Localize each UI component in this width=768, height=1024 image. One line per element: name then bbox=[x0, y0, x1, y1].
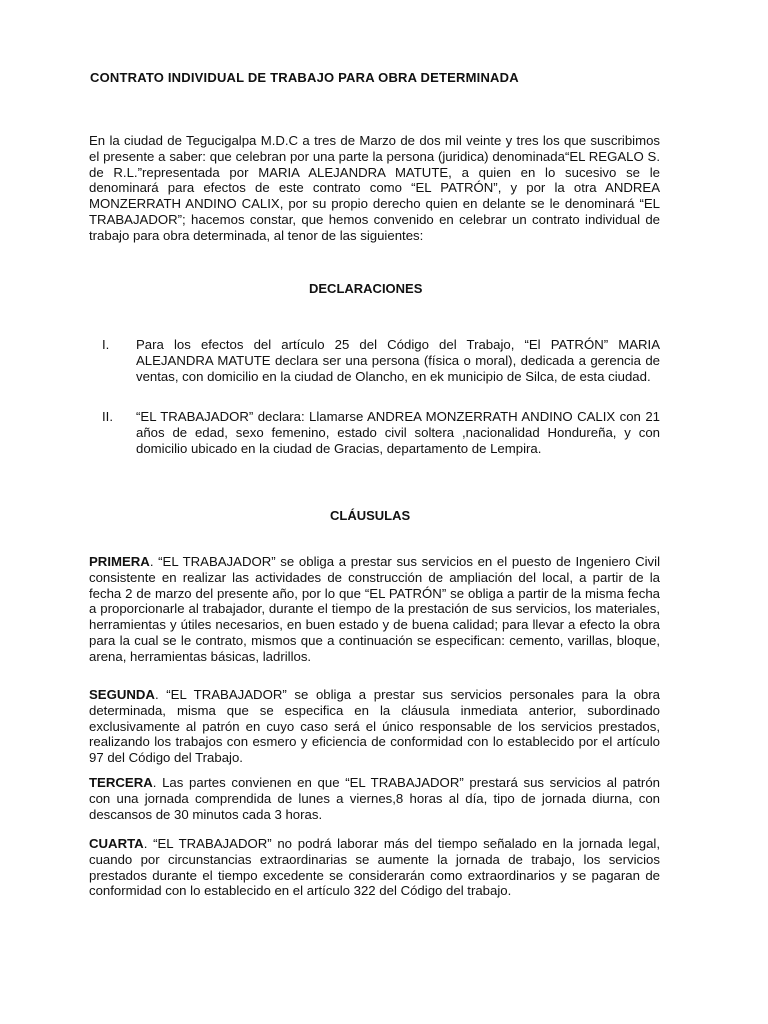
clause-label: SEGUNDA bbox=[89, 687, 155, 702]
clause-cuarta bbox=[89, 836, 660, 899]
clause-label: TERCERA bbox=[89, 775, 153, 790]
declaracion-number: II. bbox=[102, 409, 113, 424]
clause-label: PRIMERA bbox=[89, 554, 150, 569]
clause-primera bbox=[89, 554, 660, 665]
clause-text: . “EL TRABAJADOR” se obliga a prestar sus servicios en el puesto de Ingeniero Civil consistente en realizar las actividades de construcción de ampliación del local, a partir de la fecha 2 de marzo del presente año, por lo que “EL PATRÓN” se obliga a partir de la misma fecha a proporcionarle al trabajador, durante el tiempo de la prestación de sus servicios, los materiales, herramientas y útiles necesarios, en buen estado y de buena calidad; para llevar a efecto la obra para la cual se le contrato, mismos que a continuación se especifican: cemento, varillas, bloque, arena, herramientas básicas, ladrillos. bbox=[89, 554, 660, 664]
clause-text: . “EL TRABAJADOR” se obliga a prestar sus servicios personales para la obra determinada, misma que se especifica en la cláusula inmediata anterior, subordinado exclusivamente al patrón en cuyo caso será el único responsable de los servicios prestados, realizando los trabajos con esmero y eficiencia de conformidad con lo establecido por el artículo 97 del Código del Trabajo. bbox=[89, 687, 660, 766]
declaraciones-heading: DECLARACIONES bbox=[309, 281, 423, 296]
clause-text: . “EL TRABAJADOR” no podrá laborar más del tiempo señalado en la jornada legal, cuando por circunstancias extraordinarias se aumente la jornada de trabajo, los servicios prestados durante el tiempo excedente se considerarán como extraordinarios y se pagaran de conformidad con lo establecido en el artículo 322 del Código del trabajo. bbox=[89, 836, 660, 899]
clause-tercera bbox=[89, 775, 660, 822]
intro-paragraph: En la ciudad de Tegucigalpa M.D.C a tres de Marzo de dos mil veinte y tres los que suscribimos el presente a saber: que celebran por una parte la persona (juridica) denominada“EL REGALO S. de R.L.”representada por MARIA ALEJANDRA MATUTE, a quien en lo sucesivo se le denominará para efectos de este contrato como “EL PATRÓN”, y por la otra ANDREA MONZERRATH ANDINO CALIX, por su propio derecho quien en delante se le denominará “EL TRABAJADOR”; hacemos constar, que hemos convenido en celebrar un contrato individual de trabajo para obra determinada, al tenor de las siguientes: bbox=[89, 133, 660, 243]
clause-label: CUARTA bbox=[89, 836, 144, 851]
document-title: CONTRATO INDIVIDUAL DE TRABAJO PARA OBRA DETERMINADA bbox=[90, 70, 519, 85]
declaracion-text: Para los efectos del artículo 25 del Código del Trabajo, “El PATRÓN” MARIA ALEJANDRA MATUTE declara ser una persona (física o moral), dedicada a gerencia de ventas, con domicilio en la ciudad de Olancho, en ek municipio de Silca, de esta ciudad. bbox=[136, 337, 660, 384]
declaracion-number: I. bbox=[102, 337, 110, 352]
clausulas-heading: CLÁUSULAS bbox=[330, 508, 411, 523]
clause-segunda bbox=[89, 687, 660, 766]
clause-text: . Las partes convienen en que “EL TRABAJADOR” prestará sus servicios al patrón con una jornada comprendida de lunes a viernes,8 horas al día, tipo de jornada diurna, con descansos de 30 minutos cada 3 horas. bbox=[89, 775, 660, 822]
declaracion-text: “EL TRABAJADOR” declara: Llamarse ANDREA MONZERRATH ANDINO CALIX con 21 años de edad, sexo femenino, estado civil soltera ,nacionalidad Hondureña, y con domicilio ubicado en la ciudad de Gracias, departamento de Lempira. bbox=[136, 409, 660, 456]
